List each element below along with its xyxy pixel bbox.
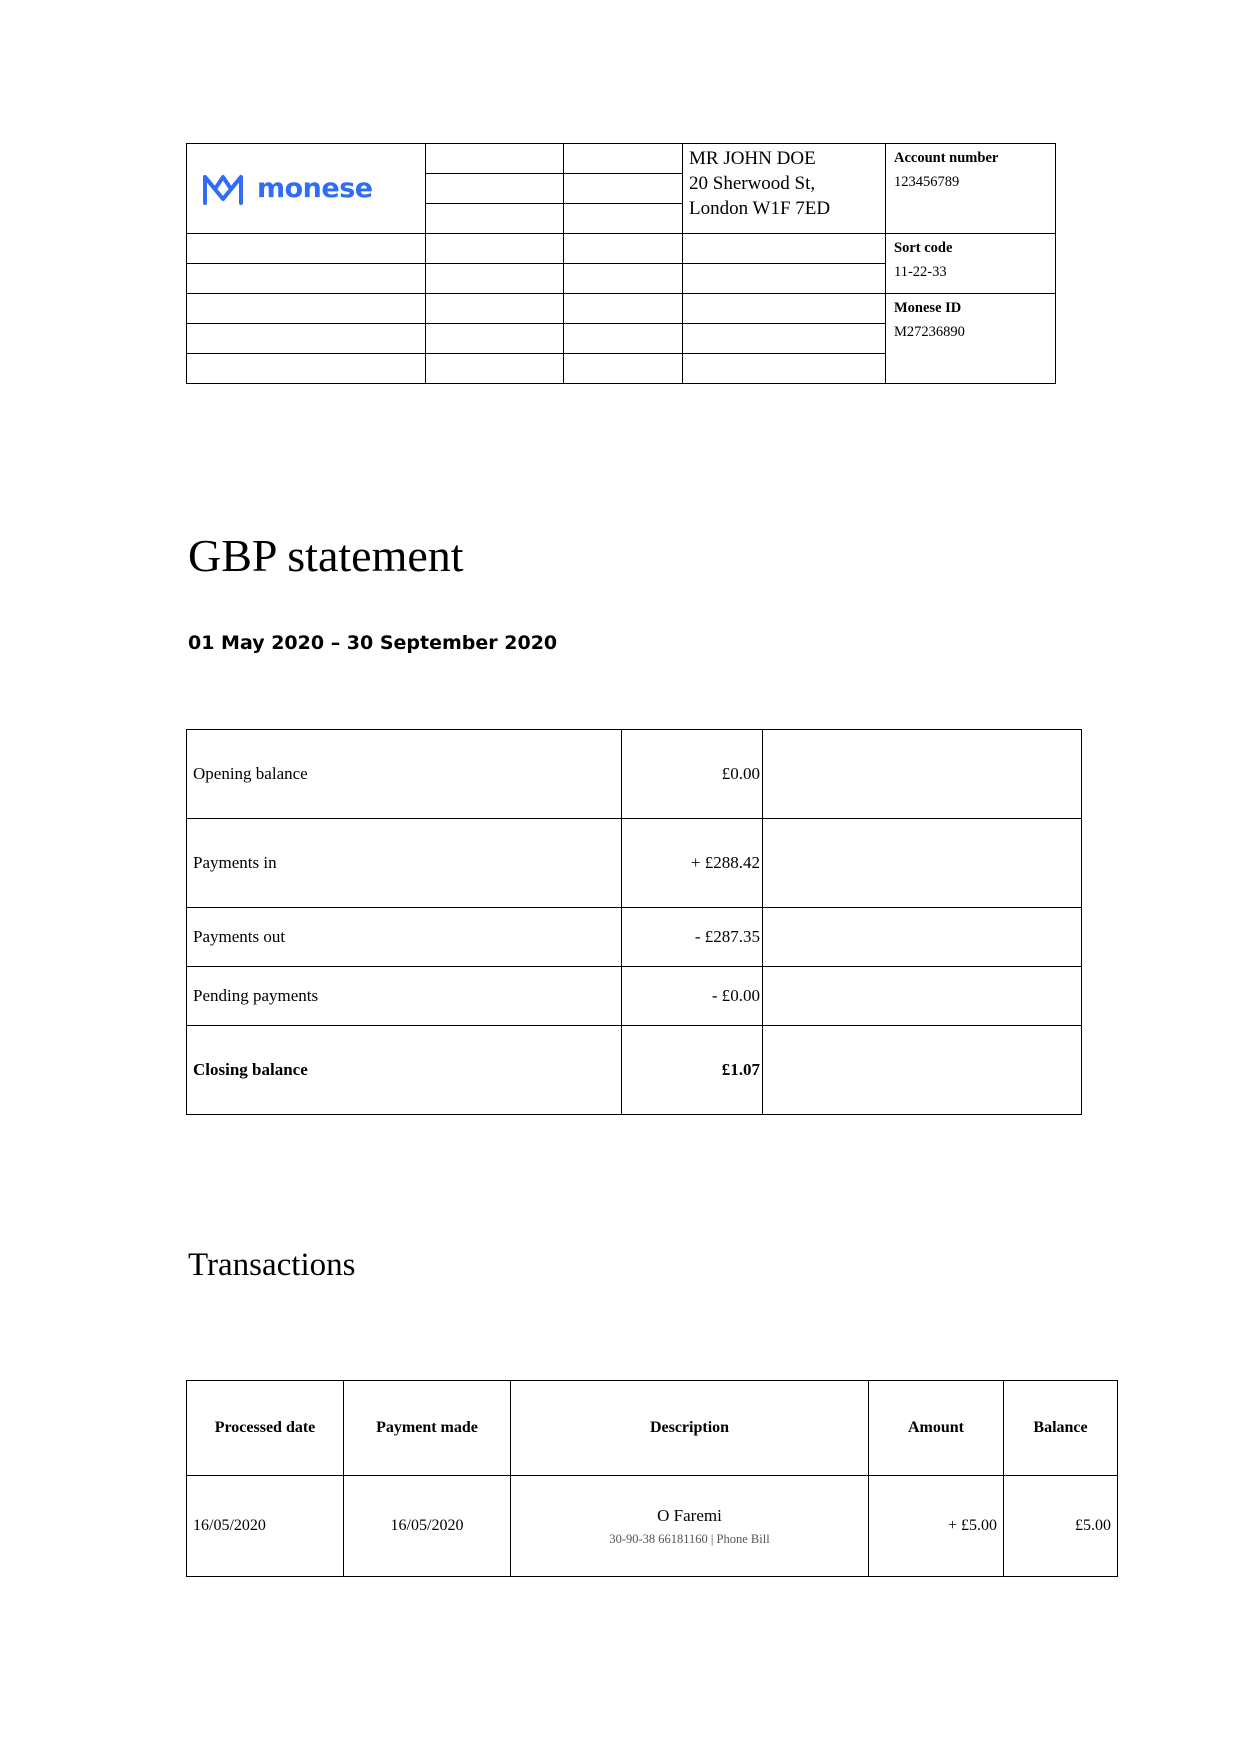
description-detail: 30-90-38 66181160 | Phone Bill [609,1531,770,1546]
spacer-cell [426,234,564,264]
sort-code-value: 11-22-33 [894,264,947,281]
recipient-line-2: 20 Sherwood St, [689,173,816,195]
payments-in-label: Payments in [187,819,622,908]
table-row [187,730,1082,819]
spacer-cell [683,354,886,384]
statement-date-range: 01 May 2020 – 30 September 2020 [188,632,558,654]
spacer-cell [683,294,886,324]
account-number-label: Account number [894,150,999,166]
brand-logo-cell [187,144,426,234]
spacer-cell [763,1026,1082,1115]
payments-out-label: Payments out [187,908,622,967]
opening-balance-label: Opening balance [187,730,622,819]
cell-balance: £5.00 [1004,1476,1118,1577]
table-row [187,819,1082,908]
spacer-cell [564,174,683,204]
spacer-cell [763,967,1082,1026]
column-header-amount: Amount [869,1381,1004,1476]
column-header-payment-made: Payment made [344,1381,511,1476]
spacer-cell [564,204,683,234]
spacer-cell [683,264,886,294]
spacer-cell [564,264,683,294]
table-row [187,1476,1118,1577]
cell-payment-made: 16/05/2020 [344,1476,511,1577]
spacer-cell [564,354,683,384]
sort-code-cell [886,234,1056,294]
payments-out-value: - £287.35 [622,908,763,967]
monese-id-label: Monese ID [894,300,962,316]
cell-processed-date: 16/05/2020 [187,1476,344,1577]
account-number-cell [886,144,1056,234]
recipient-address [683,144,886,234]
column-header-balance: Balance [1004,1381,1118,1476]
opening-balance-value: £0.00 [622,730,763,819]
spacer-cell [187,234,426,264]
account-number-value: 123456789 [894,174,960,191]
table-row [187,144,1056,174]
spacer-cell [564,324,683,354]
spacer-cell [426,174,564,204]
spacer-cell [564,294,683,324]
spacer-cell [763,819,1082,908]
table-header-row [187,1381,1118,1476]
page-title: GBP statement [188,530,464,581]
monese-logo-icon [201,169,245,209]
spacer-cell [187,354,426,384]
pending-payments-value: - £0.00 [622,967,763,1026]
column-header-processed-date: Processed date [187,1381,344,1476]
summary-table [186,729,1082,1115]
table-row [187,1026,1082,1115]
spacer-cell [683,234,886,264]
payments-in-value: + £288.42 [622,819,763,908]
spacer-cell [187,294,426,324]
recipient-line-1: MR JOHN DOE [689,148,816,169]
spacer-cell [187,264,426,294]
spacer-cell [426,204,564,234]
spacer-cell [426,144,564,174]
table-row [187,294,1056,324]
spacer-cell [426,264,564,294]
brand-name: monese [257,173,373,204]
closing-balance-value: £1.07 [622,1026,763,1115]
table-row [187,908,1082,967]
spacer-cell [683,324,886,354]
table-row [187,967,1082,1026]
spacer-cell [763,730,1082,819]
monese-id-cell [886,294,1056,384]
spacer-cell [426,354,564,384]
description-main: O Faremi [657,1505,722,1525]
monese-id-value: M27236890 [894,324,965,341]
table-row [187,234,1056,264]
sort-code-label: Sort code [894,240,953,256]
spacer-cell [426,324,564,354]
transactions-heading: Transactions [188,1247,356,1283]
cell-description [511,1476,869,1577]
spacer-cell [187,324,426,354]
spacer-cell [564,234,683,264]
transactions-table [186,1380,1118,1577]
account-header-table [186,143,1056,384]
column-header-description: Description [511,1381,869,1476]
closing-balance-label: Closing balance [187,1026,622,1115]
spacer-cell [426,294,564,324]
cell-amount: + £5.00 [869,1476,1004,1577]
spacer-cell [763,908,1082,967]
pending-payments-label: Pending payments [187,967,622,1026]
recipient-line-3: London W1F 7ED [689,198,831,220]
spacer-cell [564,144,683,174]
